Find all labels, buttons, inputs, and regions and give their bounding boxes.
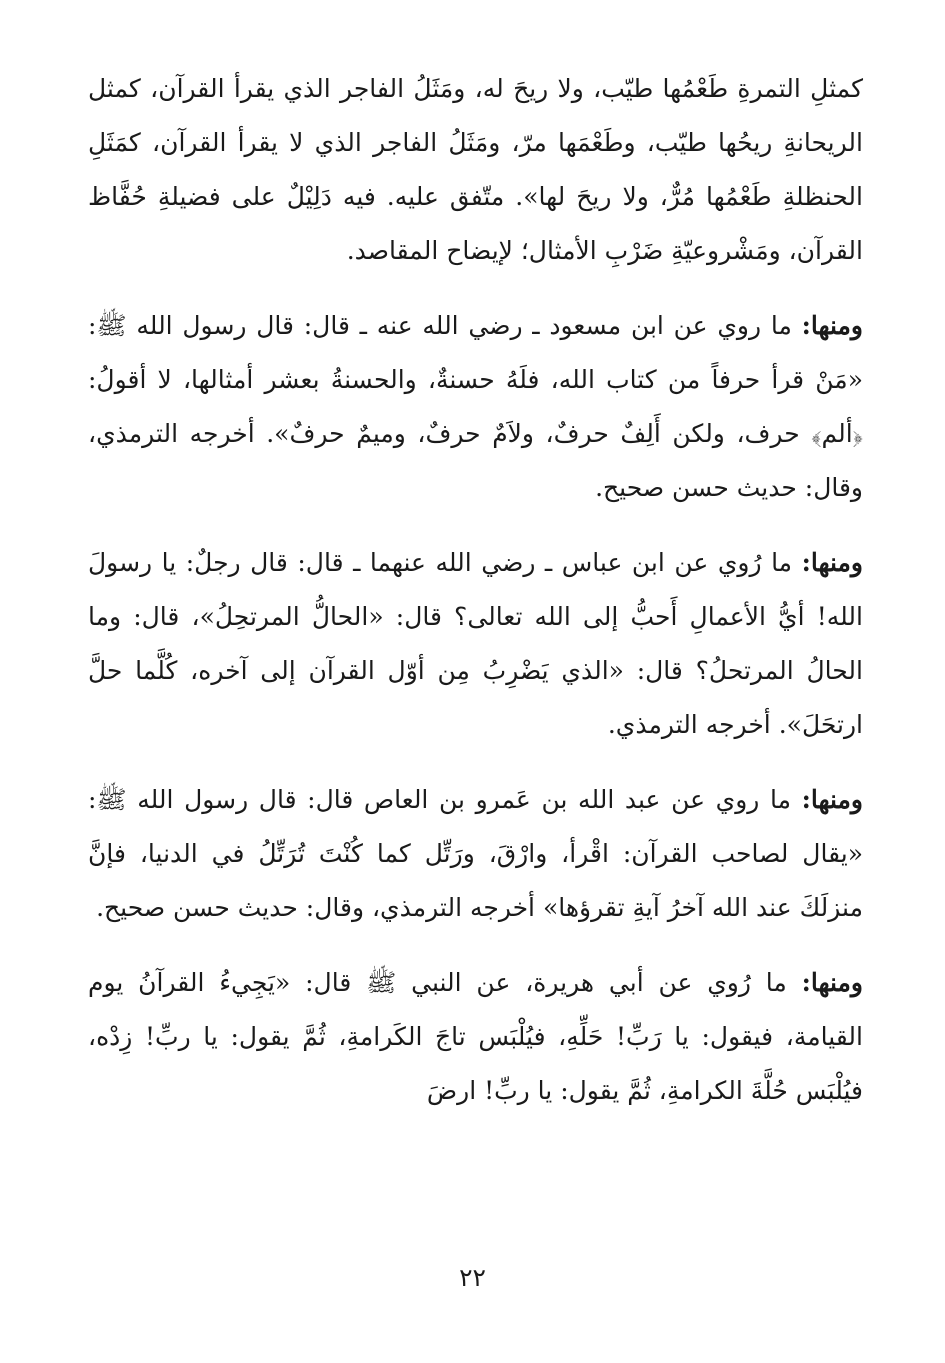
paragraph-ibn-masud bbox=[88, 299, 863, 515]
paragraph-lead: ومنها: bbox=[801, 548, 863, 577]
paragraph-lead: ومنها: bbox=[801, 311, 863, 340]
paragraph-text: ما روي عن ابن مسعود ـ رضي الله عنه ـ قال: قال رسول الله ﷺ: «مَنْ قرأ حرفاً من كتاب الله، فلَهُ حسنةٌ، والحسنةُ بعشر أمثالها، لا أقولُ: ﴿ألم﴾ حرف، ولكن أَلِفٌ حرفٌ، ولاَمٌ حرفٌ، وميمٌ حرفٌ». أخرجه الترمذي، وقال: حديث حسن صحيح. bbox=[88, 311, 863, 502]
paragraph-abu-hurairah bbox=[88, 956, 863, 1118]
paragraph-lead: ومنها: bbox=[801, 968, 863, 997]
paragraph-text: كمثلِ التمرةِ طَعْمُها طيّب، ولا ريحَ له، ومَثَلُ الفاجر الذي يقرأ القرآن، كمثل الريحانةِ ريحُها طيّب، وطَعْمَها مرّ، ومَثَلُ الفاجر الذي لا يقرأ القرآن، كمَثَلِ الحنظلةِ طَعْمُها مُرٌّ، ولا ريحَ لها». متّفق عليه. فيه دَلِيْلٌ على فضيلةِ حُفَّاظ القرآن، ومَشْروعيّةِ ضَرْبِ الأمثال؛ لإيضاح المقاصد. bbox=[88, 74, 863, 265]
paragraph-continuation bbox=[88, 62, 863, 278]
paragraph-text: ما روي عن عبد الله بن عَمرو بن العاص قال: قال رسول الله ﷺ: «يقال لصاحب القرآن: اقْرأ، وارْقَ، ورَتِّل كما كُنْتَ تُرَتِّلُ في الدنيا، فإنَّ منزلَكَ عند الله آخرُ آيةِ تقرؤها» أخرجه الترمذي، وقال: حديث حسن صحيح. bbox=[88, 785, 863, 922]
page-body bbox=[88, 62, 863, 1118]
page-number: ٢٢ bbox=[459, 1263, 486, 1292]
paragraph-text: ما رُوي عن أبي هريرة، عن النبي ﷺ قال: «يَجِيءُ القرآنُ يوم القيامة، فيقول: يا رَبِّ! حَلِّهِ، فيُلْبَس تاجَ الكَرامةِ، ثُمَّ يقول: يا ربِّ! زِدْه، فيُلْبَس حُلَّةَ الكرامةِ، ثُمَّ يقول: يا ربِّ! ارضَ bbox=[88, 968, 863, 1105]
paragraph-ibn-abbas bbox=[88, 536, 863, 752]
paragraph-abdullah-bin-amr bbox=[88, 773, 863, 935]
paragraph-text: ما رُوي عن ابن عباس ـ رضي الله عنهما ـ قال: قال رجلٌ: يا رسولَ الله! أيُّ الأعمالِ أَحبُّ إلى الله تعالى؟ قال: «الحالُّ المرتحِلُ»، قال: وما الحالُ المرتحلُ؟ قال: «الذي يَضْرِبُ مِن أوّل القرآن إلى آخره، كُلَّما حلَّ ارتحَلَ». أخرجه الترمذي. bbox=[88, 548, 863, 739]
paragraph-lead: ومنها: bbox=[801, 785, 863, 814]
